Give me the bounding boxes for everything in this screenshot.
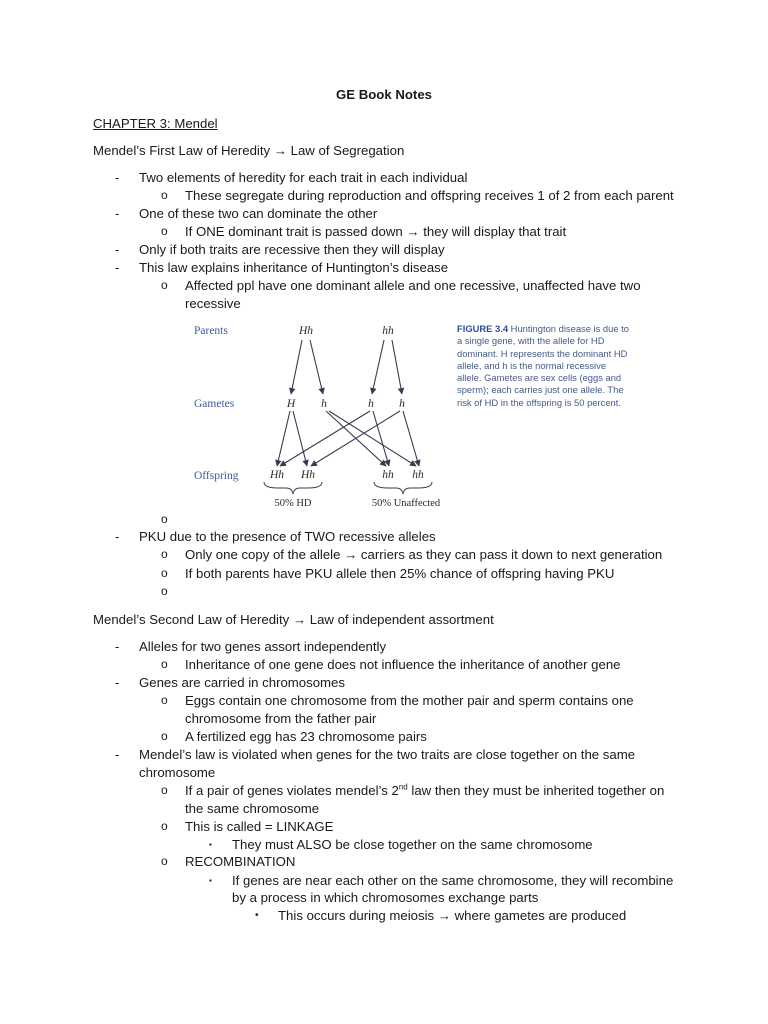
offspring-affected: Hh bbox=[269, 469, 285, 481]
arrow bbox=[372, 340, 384, 394]
dash-marker: - bbox=[115, 170, 120, 185]
list-item bbox=[185, 782, 664, 799]
square-marker: ▪ bbox=[209, 840, 212, 849]
parent-unaffected: hh bbox=[382, 325, 394, 337]
arrow bbox=[310, 340, 323, 394]
dash-marker: - bbox=[115, 747, 120, 762]
list-item: If both parents have PKU allele then 25% chance of offspring having PKU bbox=[185, 566, 615, 581]
circle-marker: o bbox=[161, 188, 168, 202]
list-item: Eggs contain one chromosome from the mother pair and sperm contains one bbox=[185, 693, 634, 708]
arrow bbox=[329, 411, 416, 466]
list-item: This occurs during meiosis → where gametes are produced bbox=[278, 908, 627, 923]
list-item: They must ALSO be close together on the same chromosome bbox=[232, 837, 593, 852]
list-item: One of these two can dominate the other bbox=[139, 206, 378, 221]
second-law-heading: Mendel’s Second Law of Heredity → Law of independent assortment bbox=[93, 612, 494, 627]
list-item: This is called = LINKAGE bbox=[185, 819, 334, 834]
list-item: PKU due to the presence of TWO recessive alleles bbox=[139, 529, 436, 544]
arrow bbox=[403, 411, 419, 466]
list-item: Mendel’s law is violated when genes for the two traits are close together on the same bbox=[139, 747, 636, 762]
offspring-unaffected: hh bbox=[412, 469, 424, 481]
dash-marker: - bbox=[115, 639, 120, 654]
list-item: If ONE dominant trait is passed down → they will display that trait bbox=[185, 224, 567, 239]
row-label-parents: Parents bbox=[194, 325, 228, 337]
dash-marker: - bbox=[115, 242, 120, 257]
first-law-heading: Mendel’s First Law of Heredity → Law of Segregation bbox=[93, 143, 405, 158]
circle-marker: o bbox=[161, 512, 168, 526]
gamete-recessive: h bbox=[399, 398, 405, 410]
label-hd: 50% HD bbox=[274, 498, 312, 509]
figure-caption bbox=[457, 323, 629, 409]
page-title: GE Book Notes bbox=[336, 87, 432, 102]
figure-caption-text: Huntington disease is due to a single gene, with the allele for HD dominant. H represents the dominant HD allele, and h is the normal recessive allele. Gametes are sex cells (eggs and sperm); each carries just one allele. The risk of HD in the offspring is 50 percent. bbox=[457, 323, 629, 408]
list-item: If genes are near each other on the same chromosome, they will recombine bbox=[232, 873, 674, 888]
dash-marker: - bbox=[115, 675, 120, 690]
list-item-continued: chromosome bbox=[139, 765, 216, 780]
list-item-continued: recessive bbox=[185, 296, 241, 311]
parent-affected: Hh bbox=[298, 325, 314, 337]
list-item: This law explains inheritance of Huntington’s disease bbox=[139, 260, 449, 275]
list-item: These segregate during reproduction and offspring receives 1 of 2 from each parent bbox=[185, 188, 674, 203]
circle-marker: o bbox=[161, 783, 168, 797]
figure-caption-label: FIGURE 3.4 bbox=[457, 323, 509, 334]
list-item: Only one copy of the allele → carriers as they can pass it down to next generation bbox=[185, 547, 663, 562]
dash-marker: - bbox=[115, 260, 120, 275]
circle-marker: o bbox=[161, 547, 168, 561]
gamete-dominant: H bbox=[286, 398, 296, 410]
offspring-affected: Hh bbox=[300, 469, 316, 481]
circle-marker: o bbox=[161, 278, 168, 292]
circle-marker: o bbox=[161, 566, 168, 580]
arrow bbox=[293, 411, 307, 466]
list-item: Only if both traits are recessive then they will display bbox=[139, 242, 445, 257]
chapter-heading: CHAPTER 3: Mendel bbox=[93, 116, 218, 131]
list-item: Alleles for two genes assort independently bbox=[139, 639, 387, 654]
circle-marker: o bbox=[161, 584, 168, 598]
row-label-gametes: Gametes bbox=[194, 398, 235, 410]
gamete-recessive: h bbox=[368, 398, 374, 410]
list-item: Affected ppl have one dominant allele and one recessive, unaffected have two bbox=[185, 278, 641, 293]
brace bbox=[264, 482, 322, 494]
list-item-continued: the same chromosome bbox=[185, 801, 320, 816]
brace bbox=[374, 482, 432, 494]
circle-marker: o bbox=[161, 657, 168, 671]
offspring-unaffected: hh bbox=[382, 469, 394, 481]
circle-marker: o bbox=[161, 854, 168, 868]
arrow bbox=[291, 340, 302, 394]
list-item: RECOMBINATION bbox=[185, 854, 296, 869]
dot-marker: • bbox=[255, 910, 259, 921]
row-label-offspring: Offspring bbox=[194, 470, 239, 482]
square-marker: ▪ bbox=[209, 876, 212, 885]
text-run: law then they must be inherited together on bbox=[407, 783, 665, 798]
dash-marker: - bbox=[115, 529, 120, 544]
circle-marker: o bbox=[161, 729, 168, 743]
text-run: If a pair of genes violates mendel’s 2 bbox=[185, 783, 399, 798]
list-item: A fertilized egg has 23 chromosome pairs bbox=[185, 729, 427, 744]
list-item-continued: chromosome from the father pair bbox=[185, 711, 377, 726]
superscript: nd bbox=[398, 782, 408, 792]
list-item: Two elements of heredity for each trait in each individual bbox=[139, 170, 468, 185]
circle-marker: o bbox=[161, 693, 168, 707]
dash-marker: - bbox=[115, 206, 120, 221]
list-item: Genes are carried in chromosomes bbox=[139, 675, 345, 690]
list-item-continued: by a process in which chromosomes exchange parts bbox=[232, 890, 539, 905]
circle-marker: o bbox=[161, 224, 168, 238]
list-item: Inheritance of one gene does not influence the inheritance of another gene bbox=[185, 657, 621, 672]
gamete-recessive: h bbox=[321, 398, 327, 410]
arrow bbox=[277, 411, 290, 466]
circle-marker: o bbox=[161, 819, 168, 833]
arrow bbox=[392, 340, 402, 394]
label-unaffected: 50% Unaffected bbox=[371, 498, 441, 509]
